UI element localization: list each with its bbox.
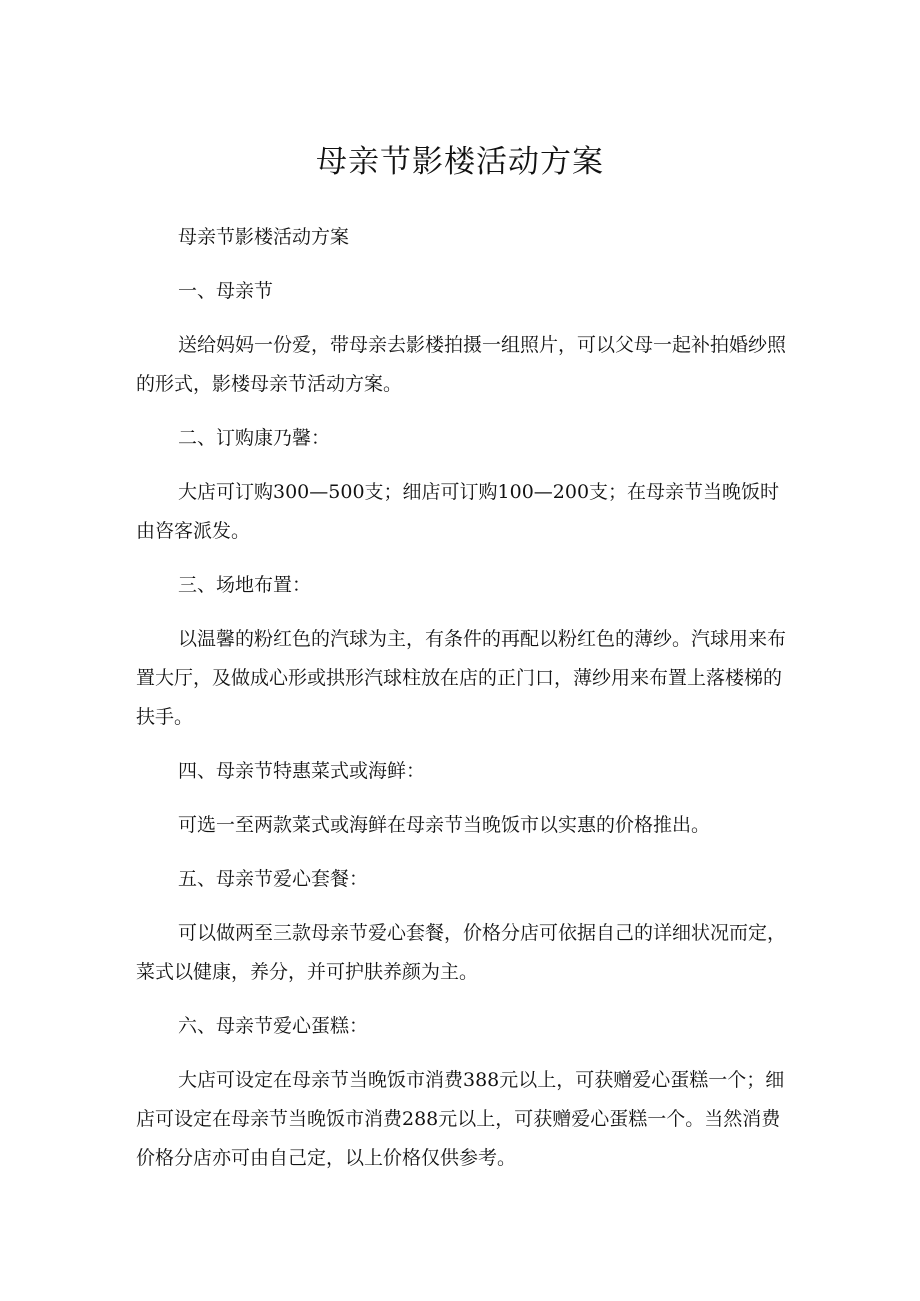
document-title: 母亲节影楼活动方案 — [316, 144, 604, 180]
paragraph-cake: 大店可设定在母亲节当晚饭市消费388元以上，可获赠爱心蛋糕一个；细店可设定在母亲节当晚饭市消费288元以上，可获赠爱心蛋糕一个。当然消费价格分店亦可由自己定，以上价格仅供参考。 — [136, 1069, 785, 1169]
section-heading-set-meal: 五、母亲节爱心套餐： — [178, 868, 369, 890]
paragraph-subtitle: 母亲节影楼活动方案 — [178, 226, 350, 248]
section-heading-special-dishes: 四、母亲节特惠菜式或海鲜： — [178, 760, 426, 782]
paragraph-set-meal: 可以做两至三款母亲节爱心套餐，价格分店可依据自己的详细状况而定，菜式以健康，养分，并可护肤养颜为主。 — [136, 922, 787, 983]
document-body — [136, 218, 796, 1193]
section-heading-carnations: 二、订购康乃馨： — [178, 427, 331, 449]
paragraph-photo-gift: 送给妈妈一份爱，带母亲去影楼拍摄一组照片，可以父母一起补拍婚纱照的形式，影楼母亲节活动方案。 — [136, 334, 787, 395]
section-heading-cake: 六、母亲节爱心蛋糕： — [178, 1015, 369, 1037]
section-heading-mothers-day: 一、母亲节 — [178, 280, 274, 302]
paragraph-carnations: 大店可订购300—500支；细店可订购100—200支；在母亲节当晚饭时由咨客派发。 — [136, 481, 780, 542]
paragraph-special-dishes: 可选一至两款菜式或海鲜在母亲节当晚饭市以实惠的价格推出。 — [178, 814, 711, 836]
section-heading-venue: 三、场地布置： — [178, 574, 312, 596]
paragraph-venue: 以温馨的粉红色的汽球为主，有条件的再配以粉红色的薄纱。汽球用来布置大厅，及做成心形或拱形汽球柱放在店的正门口，薄纱用来布置上落楼梯的扶手。 — [136, 628, 787, 728]
